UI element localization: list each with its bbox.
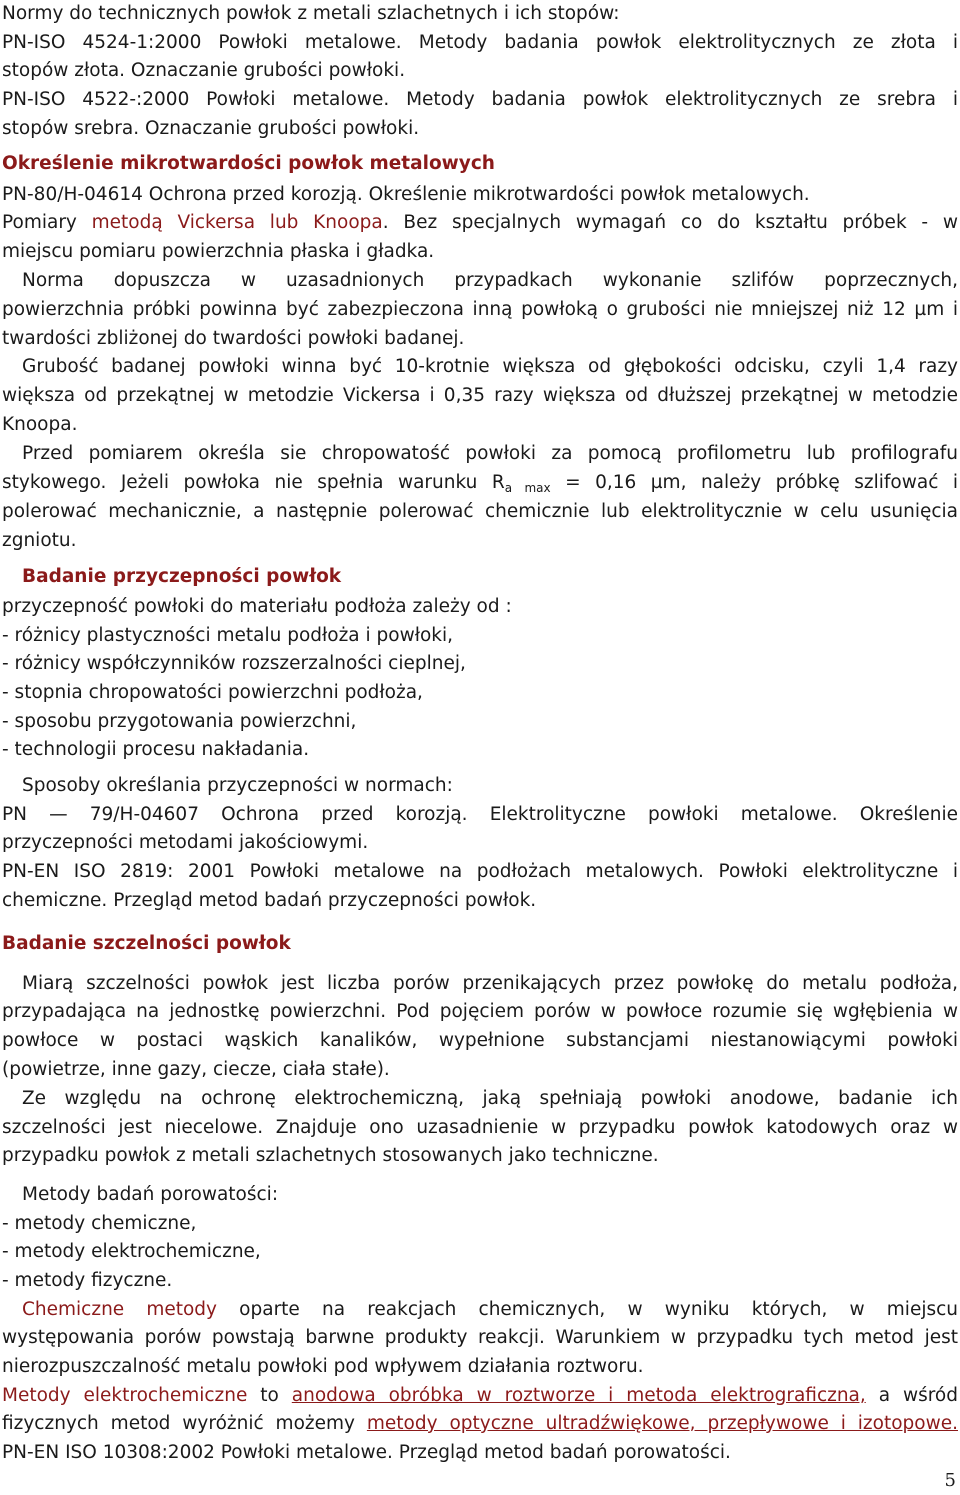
text-span: Miarą szczelności powłok jest liczba porów przenikających przez powłokę do metalu podłoża, — [22, 973, 958, 994]
text-span: Pomiary — [2, 212, 92, 233]
text-span: metodą Vickersa lub Knoopa — [91, 212, 383, 233]
text-span: . Bez specjalnych wymagań co do kształtu próbek - w — [382, 212, 958, 233]
text-span: - technologii procesu nakładania. — [2, 739, 310, 760]
text-span: PN-EN ISO 2819: 2001 Powłoki metalowe na podłożach metalowych. Powłoki elektrolityczne i — [2, 861, 958, 882]
text-span: to — [247, 1385, 292, 1406]
text-line — [2, 150, 495, 178]
text-line — [2, 1056, 390, 1084]
text-span: PN-EN ISO 10308:2002 Powłoki metalowe. Przegląd metod badań porowatości. — [2, 1442, 731, 1463]
text-span: - różnicy współczynników rozszerzalności cieplnej, — [2, 653, 466, 674]
text-line — [2, 382, 958, 410]
text-span: - sposobu przygotowania powierzchni, — [2, 711, 357, 732]
text-line — [2, 1085, 958, 1113]
text-span: Grubość badanej powłoki winna być 10-krotnie większa od głębokości odcisku, czyli 1,4 razy — [22, 356, 958, 377]
page-number: 5 — [944, 1470, 956, 1491]
text-line — [2, 1142, 659, 1170]
text-span: - różnicy plastyczności metalu podłoża i powłoki, — [2, 625, 454, 646]
text-line — [2, 440, 958, 468]
text-line — [2, 772, 453, 800]
text-line — [2, 1181, 278, 1209]
text-span: - metody fizyczne. — [2, 1270, 173, 1291]
text-span: twardości zbliżonej do twardości powłoki badanej. — [2, 328, 465, 349]
text-span: większa od przekątnej w metodzie Vickersa i 0,35 razy większa od dłuższej przekątnej w metodzie — [2, 385, 958, 406]
text-line — [2, 736, 309, 764]
text-line — [2, 527, 77, 555]
text-line — [2, 1210, 196, 1238]
text-line — [2, 622, 453, 650]
text-span: zgniotu. — [2, 530, 77, 551]
text-line — [2, 563, 341, 591]
text-span: Normy do technicznych powłok z metali szlachetnych i ich stopów: — [2, 3, 620, 24]
text-span[interactable]: anodowa obróbka w roztworze i metoda elektrograficzna, — [291, 1385, 866, 1406]
text-span[interactable]: metody optyczne ultradźwiękowe, przepływowe i izotopowe. — [366, 1413, 958, 1434]
text-span: chemiczne. Przegląd metod badań przyczepności powłok. — [2, 890, 537, 911]
text-span: przypadająca na jednostkę powierzchni. Pod pojęciem porów w powłoce rozumie się wgłębienia w — [2, 1001, 958, 1022]
text-span: stopów złota. Oznaczanie grubości powłoki. — [2, 60, 406, 81]
text-line — [2, 801, 958, 829]
text-span: Badanie przyczepności powłok — [22, 566, 342, 587]
text-span: - metody elektrochemiczne, — [2, 1241, 261, 1262]
text-span: PN-ISO 4522-:2000 Powłoki metalowe. Metody badania powłok elektrolitycznych ze srebra i — [2, 89, 958, 110]
text-line — [2, 593, 512, 621]
text-span: powłoce w postaci wąskich kanalików, wypełnione substancjami niestanowiącymi powłoki — [2, 1030, 958, 1051]
text-line — [2, 498, 958, 526]
text-line — [2, 930, 291, 958]
text-line — [2, 970, 958, 998]
text-span: = 0,16 µm, należy próbkę szlifować i — [550, 472, 958, 493]
text-span: Ze względu na ochronę elektrochemiczną, jaką spełniają powłoki anodowe, badanie ich — [22, 1088, 958, 1109]
text-line — [2, 887, 536, 915]
text-line — [2, 325, 464, 353]
text-span: stykowego. Jeżeli powłoka nie spełnia warunku R — [2, 472, 505, 493]
text-span: Norma dopuszcza w uzasadnionych przypadkach wykonanie szlifów poprzecznych, — [22, 270, 958, 291]
text-span: szczelności jest niecelowe. Znajduje ono uzasadnienie w przypadku powłok katodowych oraz w — [2, 1117, 958, 1138]
text-line — [2, 1382, 958, 1410]
text-line — [2, 1324, 958, 1352]
text-line — [2, 411, 77, 439]
text-line — [2, 1439, 731, 1467]
text-span: nierozpuszczalność metalu powłoki pod wpływem działania roztworu. — [2, 1356, 644, 1377]
text-line — [2, 708, 356, 736]
text-span: Sposoby określania przyczepności w normach: — [22, 775, 453, 796]
text-span: Metody elektrochemiczne — [2, 1385, 248, 1406]
text-span: PN-80/H-04614 Ochrona przed korozją. Określenie mikrotwardości powłok metalowych. — [2, 184, 810, 205]
text-line — [2, 353, 958, 381]
text-line — [2, 115, 419, 143]
text-line — [2, 86, 958, 114]
text-line — [2, 1238, 261, 1266]
text-span: Chemiczne metody — [22, 1299, 218, 1320]
text-line — [2, 679, 423, 707]
text-span: miejscu pomiaru powierzchnia płaska i gładka. — [2, 241, 435, 262]
text-span: przypadku powłok z metali szlachetnych stosowanych jako techniczne. — [2, 1145, 659, 1166]
text-span: polerować mechanicznie, a następnie polerować chemicznie lub elektrolitycznie w celu usunięcia — [2, 501, 958, 522]
text-span: a wśród — [865, 1385, 958, 1406]
text-line — [2, 181, 810, 209]
text-line — [2, 0, 619, 28]
text-span: - metody chemiczne, — [2, 1213, 197, 1234]
text-line — [2, 1353, 644, 1381]
text-line — [2, 296, 958, 324]
text-span: powierzchnia próbki powinna być zabezpieczona inną powłoką o grubości nie mniejszej niż 12 µm i — [2, 299, 958, 320]
text-span: Przed pomiarem określa sie chropowatość powłoki za pomocą profilometru lub profilografu — [22, 443, 958, 464]
text-span: PN — 79/H-04607 Ochrona przed korozją. Elektrolityczne powłoki metalowe. Określenie — [2, 804, 958, 825]
subscript: a max — [504, 481, 551, 495]
text-line — [2, 29, 958, 57]
text-span: stopów srebra. Oznaczanie grubości powłoki. — [2, 118, 420, 139]
text-span: fizycznych metod wyróżnić możemy — [2, 1413, 367, 1434]
text-span: przyczepność powłoki do materiału podłoża zależy od : — [2, 596, 512, 617]
text-line — [2, 238, 434, 266]
text-line — [2, 1410, 958, 1438]
text-line — [2, 650, 466, 678]
text-span: (powietrze, inne gazy, ciecze, ciała stałe). — [2, 1059, 390, 1080]
text-span: - stopnia chropowatości powierzchni podłoża, — [2, 682, 423, 703]
text-line — [2, 1114, 958, 1142]
text-line — [2, 1267, 172, 1295]
text-span: Badanie szczelności powłok — [2, 933, 291, 954]
text-line — [2, 57, 405, 85]
text-span: Określenie mikrotwardości powłok metalowych — [2, 153, 495, 174]
text-line — [2, 858, 958, 886]
text-line — [2, 829, 368, 857]
text-line — [2, 998, 958, 1026]
text-line — [2, 1296, 958, 1324]
text-span: przyczepności metodami jakościowymi. — [2, 832, 369, 853]
text-line — [2, 1027, 958, 1055]
text-span: Knoopa. — [2, 414, 78, 435]
text-line — [2, 267, 958, 295]
text-span: Metody badań porowatości: — [22, 1184, 279, 1205]
text-span: występowania porów powstają barwne produkty reakcji. Warunkiem w przypadku tych metod jest — [2, 1327, 958, 1348]
text-line — [2, 209, 958, 237]
text-span: oparte na reakcjach chemicznych, w wyniku których, w miejscu — [217, 1299, 959, 1320]
text-span: PN-ISO 4524-1:2000 Powłoki metalowe. Metody badania powłok elektrolitycznych ze złota i — [2, 32, 958, 53]
